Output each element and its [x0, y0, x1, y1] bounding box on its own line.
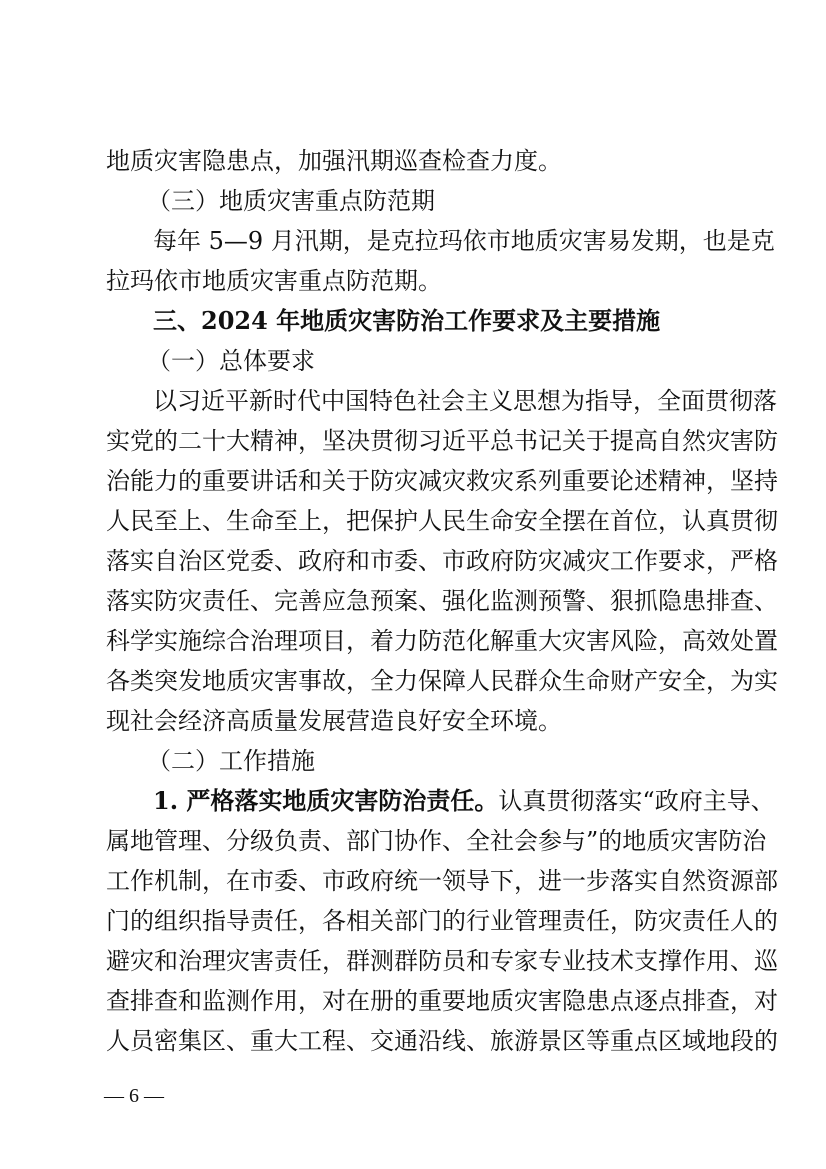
body-line: 门的组织指导责任，各相关部门的行业管理责任，防灾责任人的: [106, 907, 778, 935]
body-line: 以习近平新时代中国特色社会主义思想为指导，全面贯彻落: [153, 387, 777, 415]
body-line: 治能力的重要讲话和关于防灾减灾救灾系列重要论述精神，坚持: [106, 467, 778, 495]
section-heading: 三、2024 年地质灾害防治工作要求及主要措施: [153, 306, 661, 335]
measure-1-text: 认真贯彻落实“政府主导、: [498, 787, 775, 815]
subheading-prevention-period: （三）地质灾害重点防范期: [147, 187, 435, 215]
subheading-work-measures: （二）工作措施: [147, 747, 315, 775]
body-line: 科学实施综合治理项目，着力防范化解重大灾害风险，高效处置: [106, 627, 778, 655]
body-line-with-bold-lead: [153, 781, 775, 821]
body-line: 各类突发地质灾害事故，全力保障人民群众生命财产安全，为实: [106, 667, 778, 695]
body-line: 属地管理、分级负责、部门协作、全社会参与”的地质灾害防治: [106, 827, 767, 855]
body-line: 实党的二十大精神，坚决贯彻习近平总书记关于提高自然灾害防: [106, 427, 778, 455]
measure-1-title: 1. 严格落实地质灾害防治责任。: [153, 786, 499, 815]
body-line: 每年 5—9 月汛期，是克拉玛依市地质灾害易发期，也是克: [153, 227, 775, 255]
body-line: 拉玛依市地质灾害重点防范期。: [106, 267, 442, 295]
body-line: 查排查和监测作用，对在册的重要地质灾害隐患点逐点排查，对: [106, 987, 778, 1015]
body-line: 落实自治区党委、政府和市委、市政府防灾减灾工作要求，严格: [106, 547, 778, 575]
subheading-general-requirements: （一）总体要求: [147, 347, 315, 375]
body-line: 人民至上、生命至上，把保护人民生命安全摆在首位，认真贯彻: [106, 507, 778, 535]
body-line: 避灾和治理灾害责任，群测群防员和专家专业技术支撑作用、巡: [106, 947, 778, 975]
body-line: 落实防灾责任、完善应急预案、强化监测预警、狠抓隐患排查、: [106, 587, 778, 615]
body-line: 工作机制，在市委、市政府统一领导下，进一步落实自然资源部: [106, 867, 778, 895]
body-line: 现社会经济高质量发展营造良好安全环境。: [106, 707, 562, 735]
page-number: — 6 —: [104, 1085, 164, 1107]
body-line: 人员密集区、重大工程、交通沿线、旅游景区等重点区域地段的: [106, 1027, 778, 1055]
body-line: 地质灾害隐患点，加强汛期巡查检查力度。: [106, 147, 562, 175]
